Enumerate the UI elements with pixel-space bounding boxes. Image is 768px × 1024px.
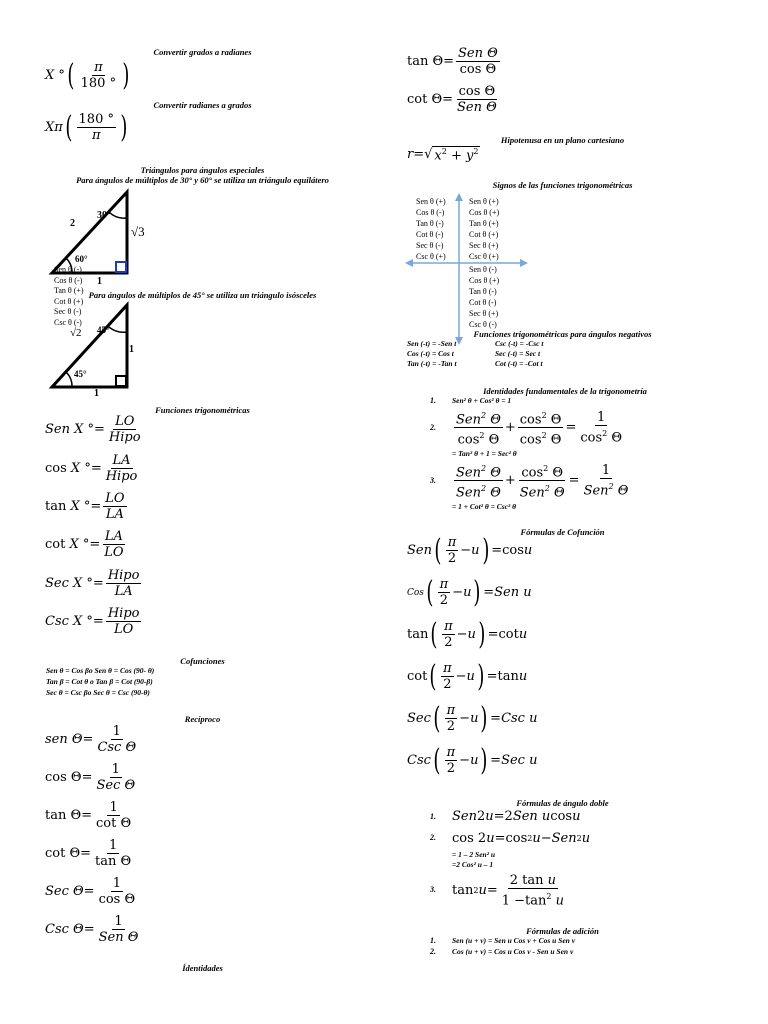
recip-csc: Csc Θ = $\frac{1}{\text{Sen Θ}}$ [45,914,139,945]
tri2-angle-45-top: 45° [97,325,110,335]
tri1-root3: √3 [131,224,145,239]
heading-special-sub: Para ángulos de múltiplos de 30° y 60° se utiliza un triángulo equilátero [76,175,329,185]
heading-double-angle: Fórmulas de ángulo doble [516,798,609,808]
formula-cos: cos X °= $\frac{LA}{\text{Hipo}}$ [45,453,138,484]
fund-identity-2: $\frac{Sen^2 \Theta}{\cos^2 \Theta}$ + $\frac{\cos^2 \Theta}{\cos^2 \Theta}$ = $\frac{1}{\cos^2 \Theta}$ [452,408,626,448]
fund-number-2: 2. [430,423,436,432]
formula-tan-ratio: tan Θ= $\frac{\text{Sen Θ}}{\text{cos Θ}}$ [407,46,498,77]
double-tan: tan 2 u = $\frac{\text{2 tan u}}{1 -\tan^2 u}$ [452,873,564,909]
double-cos-alt-2: =2 Cos² u – 1 [452,860,494,869]
tri1-side-1: 1 [97,276,102,287]
cofun-csc: Csc ( $\frac{\pi}{2}$ − u ) = Sec u [407,742,538,778]
fund-identity-2-result: = Tan² θ + 1 = Sec² θ [452,449,517,458]
recip-sen: sen Θ = $\frac{1}{\text{Csc Θ}}$ [45,724,137,755]
tri1-signs: Sen θ (-) Cos θ (-) Tan θ (+) Cot θ (+) Sec θ (-) Csc θ (-) [54,265,84,327]
cofun-sec: Sec ( $\frac{\pi}{2}$ − u ) = Csc u [407,700,538,736]
recip-sec: Sec Θ = $\frac{1}{\text{cos Θ}}$ [45,876,136,907]
recip-cos: cos Θ= $\frac{1}{\text{Sec Θ}}$ [45,762,136,793]
fund-number-1: 1. [430,396,436,405]
heading-identities: Ídentidades [182,963,223,973]
heading-deg-to-rad: Convertir grados a radianes [153,47,252,57]
tri2-side-bottom: 1 [94,388,99,399]
heading-negative-angles: Funciones trigonométricas para ángulos negativos [473,329,652,339]
heading-reciprocal: Recíproco [184,714,221,724]
fund-number-3: 3. [430,476,436,485]
formula-cot: cot X °= $\frac{LA}{LO}$ [45,529,124,560]
cofun-sen: Sen ( $\frac{\pi}{2}$ − u ) =cos u [407,532,533,568]
formula-hypotenuse: r =√ $x^2 + y^2$ [407,147,479,164]
formula-rad-to-deg: Xπ ( $\frac{180 ^\circ}{\pi}$ ) [45,109,128,145]
tri2-root2: √2 [70,327,82,339]
heading-trig-functions: Funciones trigonométricas [155,405,250,415]
formula-sec: Sec X °= $\frac{\text{Hipo}}{LA}$ [45,568,140,599]
fund-identity-3: $\frac{Sen^2 \Theta}{Sen^2 \Theta}$ + $\frac{\cos^2 \Theta}{Sen^2 \Theta}$ = $\frac{1}{Sen^2 \Theta}$ [452,461,632,501]
recip-cot: cot Θ= $\frac{1}{\text{tan Θ}}$ [45,838,132,869]
heading-special-triangles: Triángulos para ángulos especiales [140,165,265,175]
add-number-1: 1. [430,936,436,945]
cofun-line-3: Sec θ = Csc βo Sec θ = Csc (90-θ) [46,688,150,697]
recip-tan: tan Θ= $\frac{1}{\text{cot Θ}}$ [45,800,132,831]
heading-hypotenuse: Hipotenusa en un plano cartesiano [500,135,625,145]
formula-deg-to-rad: X ° ( $\frac{\pi}{180 ^\circ}$ ) [45,57,130,93]
heading-signs: Signos de las funciones trigonométricas [492,180,633,190]
add-formula-1: Sen (u + v) = Sen u Cos v + Cos u Sen v [452,936,576,945]
negative-angles-left: Sen (-t) = -Sen t Cos (-t) = Cos t Tan (-t) = -Tan t [407,339,457,368]
heading-addition: Fórmulas de adición [526,926,599,936]
double-sen: Sen 2 u =2 Sen u cos u [452,809,581,824]
cofun-line-1: Sen θ = Cos βo Sen θ = Cos (90- θ) [46,666,155,675]
heading-rad-to-deg: Convertir radianes a grados [153,100,252,110]
quadrant-2-signs: Sen θ (+) Cos θ (-) Tan θ (-) Cot θ (-) Sec θ (-) Csc θ (+) [416,197,446,261]
cofun-cos: Cos ( $\frac{\pi}{2}$ − u ) = Sen u [407,574,532,610]
cofun-cot: cot ( $\frac{\pi}{2}$ − u ) =tan u [407,658,528,694]
formula-tan: tan X °= $\frac{LO}{LA}$ [45,491,125,522]
heading-isosceles: Para ángulos de múltiplos de 45° se utiliza un triángulo isósceles [88,290,317,300]
double-number-1: 1. [430,812,436,821]
negative-angles-right: Csc (-t) = -Csc t Sec (-t) = Sec t Cot (-t) = -Cot t [495,339,544,368]
double-number-2: 2. [430,833,436,842]
double-number-3: 3. [430,885,436,894]
tri1-side-2: 2 [70,218,75,229]
add-number-2: 2. [430,947,436,956]
formula-sen: Sen X °= $\frac{LO}{\text{Hipo}}$ [45,414,141,445]
heading-cofunctions: Cofunciones [180,656,225,666]
double-cos: cos 2 u =cos 2 u − Sen 2 u [452,831,591,846]
quadrant-1-signs: Sen θ (+) Cos θ (+) Tan θ (+) Cot θ (+) Sec θ (+) Csc θ (+) [469,197,500,261]
formula-cot-ratio: cot Θ= $\frac{\text{cos Θ}}{\text{Sen Θ}}$ [407,84,497,115]
tri2-side-right: 1 [129,344,134,355]
heading-cofunction-formulas: Fórmulas de Cofunción [520,527,605,537]
fund-identity-3-result: = 1 + Cot² θ = Csc² θ [452,502,517,511]
quadrant-4-signs: Sen θ (-) Cos θ (+) Tan θ (-) Cot θ (-) Sec θ (+) Csc θ (-) [469,265,500,329]
cofun-line-2: Tan β = Cot θ o Tan β = Cot (90-β) [46,677,153,686]
heading-fundamental-identities: Identidades fundamentales de la trigonometría [483,386,647,396]
tri1-angle-60: 60° [75,254,88,264]
tri2-angle-45-bottom: 45° [74,369,87,379]
cofun-tan: tan ( $\frac{\pi}{2}$ − u ) =cot u [407,616,528,652]
add-formula-2: Cos (u + v) = Cos u Cos v - Sen u Sen v [452,947,574,956]
tri1-angle-30: 30° [97,210,111,221]
double-cos-alt-1: = 1 – 2 Sen² u [452,850,495,859]
formula-csc: Csc X °= $\frac{\text{Hipo}}{LO}$ [45,606,140,637]
fund-identity-1: Sen² θ + Cos² θ = 1 [452,396,512,405]
